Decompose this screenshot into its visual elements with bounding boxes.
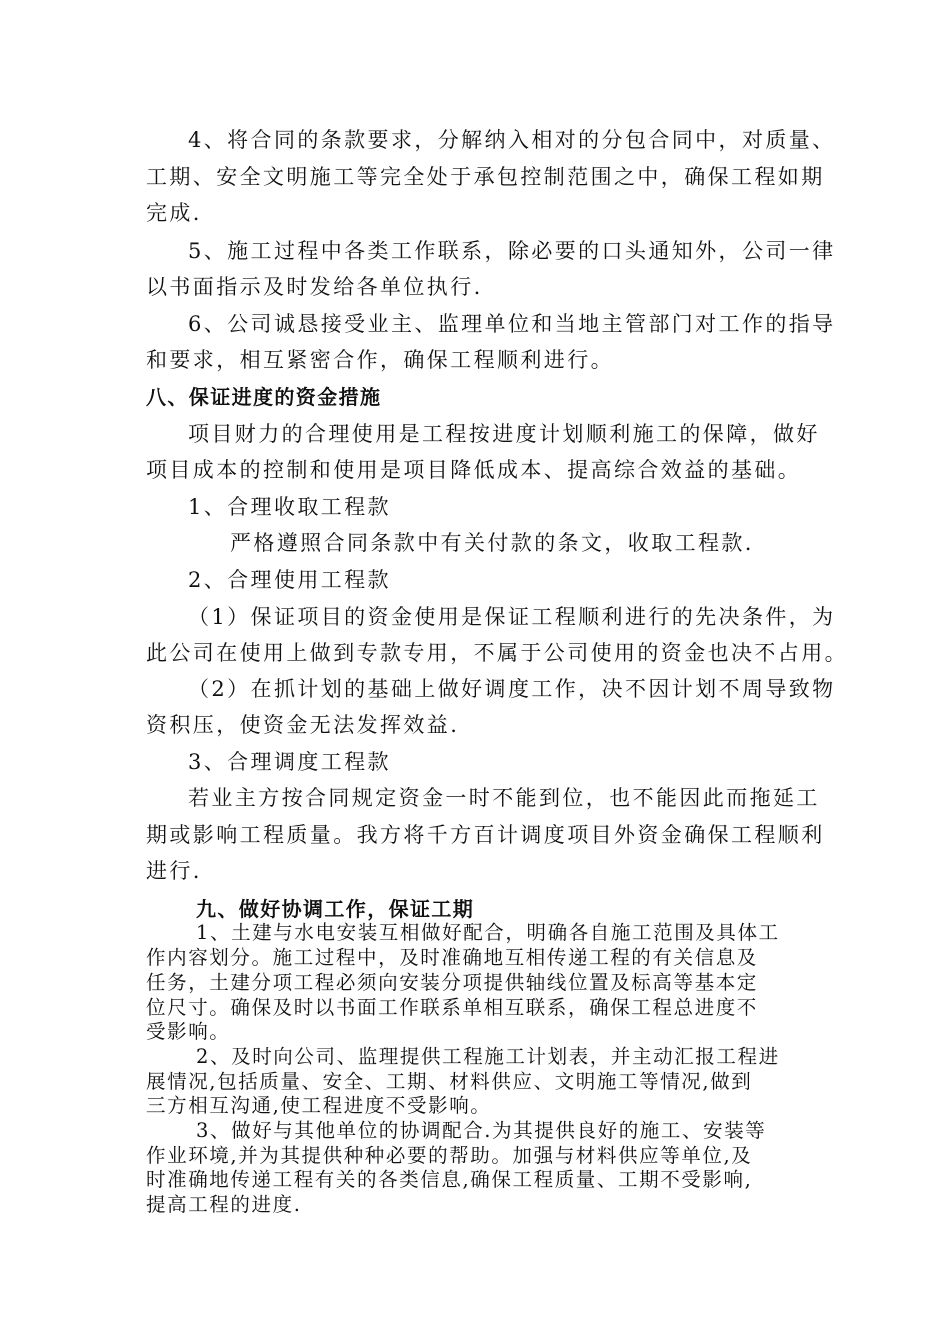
paragraph-line: （2）在抓计划的基础上做好调度工作，决不因计划不周导致物 — [188, 677, 836, 701]
paragraph-line: 作业环境,并为其提供种种必要的帮助。加强与材料供应等单位,及 — [146, 1144, 753, 1167]
paragraph-line: 位尺寸。确保及时以书面工作联系单相互联系，确保工程总进度不 — [146, 996, 758, 1019]
section-heading: 八、保证进度的资金措施 — [146, 385, 382, 409]
section-heading: 九、做好协调工作，保证工期 — [196, 897, 475, 921]
paragraph-line: 完成. — [146, 201, 202, 225]
paragraph-line: 三方相互沟通,使工程进度不受影响。 — [146, 1094, 492, 1117]
paragraph-line: 资积压，使资金无法发挥效益. — [146, 713, 460, 737]
paragraph-line: 提高工程的进度. — [146, 1193, 302, 1216]
subheading: 1、合理收取工程款 — [188, 495, 391, 519]
paragraph-line: （1）保证项目的资金使用是保证工程顺利进行的先决条件，为 — [188, 605, 836, 629]
subheading: 2、合理使用工程款 — [188, 568, 391, 592]
paragraph-line: 进行. — [146, 859, 202, 883]
paragraph-line: 5、施工过程中各类工作联系，除必要的口头通知外，公司一律 — [188, 239, 836, 263]
paragraph-line: 若业主方按合同规定资金一时不能到位，也不能因此而拖延工 — [188, 786, 820, 810]
paragraph-line: 时准确地传递工程有关的各类信息,确保工程质量、工期不受影响, — [146, 1168, 753, 1191]
paragraph-line: 受影响。 — [146, 1020, 231, 1043]
paragraph-line: 1、土建与水电安装互相做好配合，明确各自施工范围及具体工 — [196, 921, 780, 944]
paragraph-line: 2、及时向公司、监理提供工程施工计划表，并主动汇报工程进 — [196, 1045, 780, 1068]
subheading: 3、合理调度工程款 — [188, 750, 391, 774]
paragraph-line: 此公司在使用上做到专款专用，不属于公司使用的资金也决不占用。 — [146, 641, 848, 665]
paragraph-line: 工期、安全文明施工等完全处于承包控制范围之中，确保工程如期 — [146, 165, 825, 189]
paragraph-line: 项目财力的合理使用是工程按进度计划顺利施工的保障，做好 — [188, 422, 820, 446]
paragraph-line: 期或影响工程质量。我方将千方百计调度项目外资金确保工程顺利 — [146, 823, 825, 847]
paragraph-line: 任务，土建分项工程必须向安装分项提供轴线位置及标高等基本定 — [146, 971, 758, 994]
paragraph-line: 6、公司诚恳接受业主、监理单位和当地主管部门对工作的指导 — [188, 312, 836, 336]
paragraph-line: 严格遵照合同条款中有关付款的条文，收取工程款. — [230, 531, 754, 555]
paragraph-line: 4、将合同的条款要求，分解纳入相对的分包合同中，对质量、 — [188, 128, 836, 152]
paragraph-line: 项目成本的控制和使用是项目降低成本、提高综合效益的基础。 — [146, 458, 802, 482]
paragraph-line: 3、做好与其他单位的协调配合.为其提供良好的施工、安装等 — [196, 1119, 767, 1142]
paragraph-line: 展情况,包括质量、安全、工期、材料供应、文明施工等情况,做到 — [146, 1070, 753, 1093]
paragraph-line: 以书面指示及时发给各单位执行. — [146, 275, 483, 299]
paragraph-line: 和要求，相互紧密合作，确保工程顺利进行。 — [146, 348, 614, 372]
paragraph-line: 作内容划分。施工过程中，及时准确地互相传递工程的有关信息及 — [146, 946, 758, 969]
